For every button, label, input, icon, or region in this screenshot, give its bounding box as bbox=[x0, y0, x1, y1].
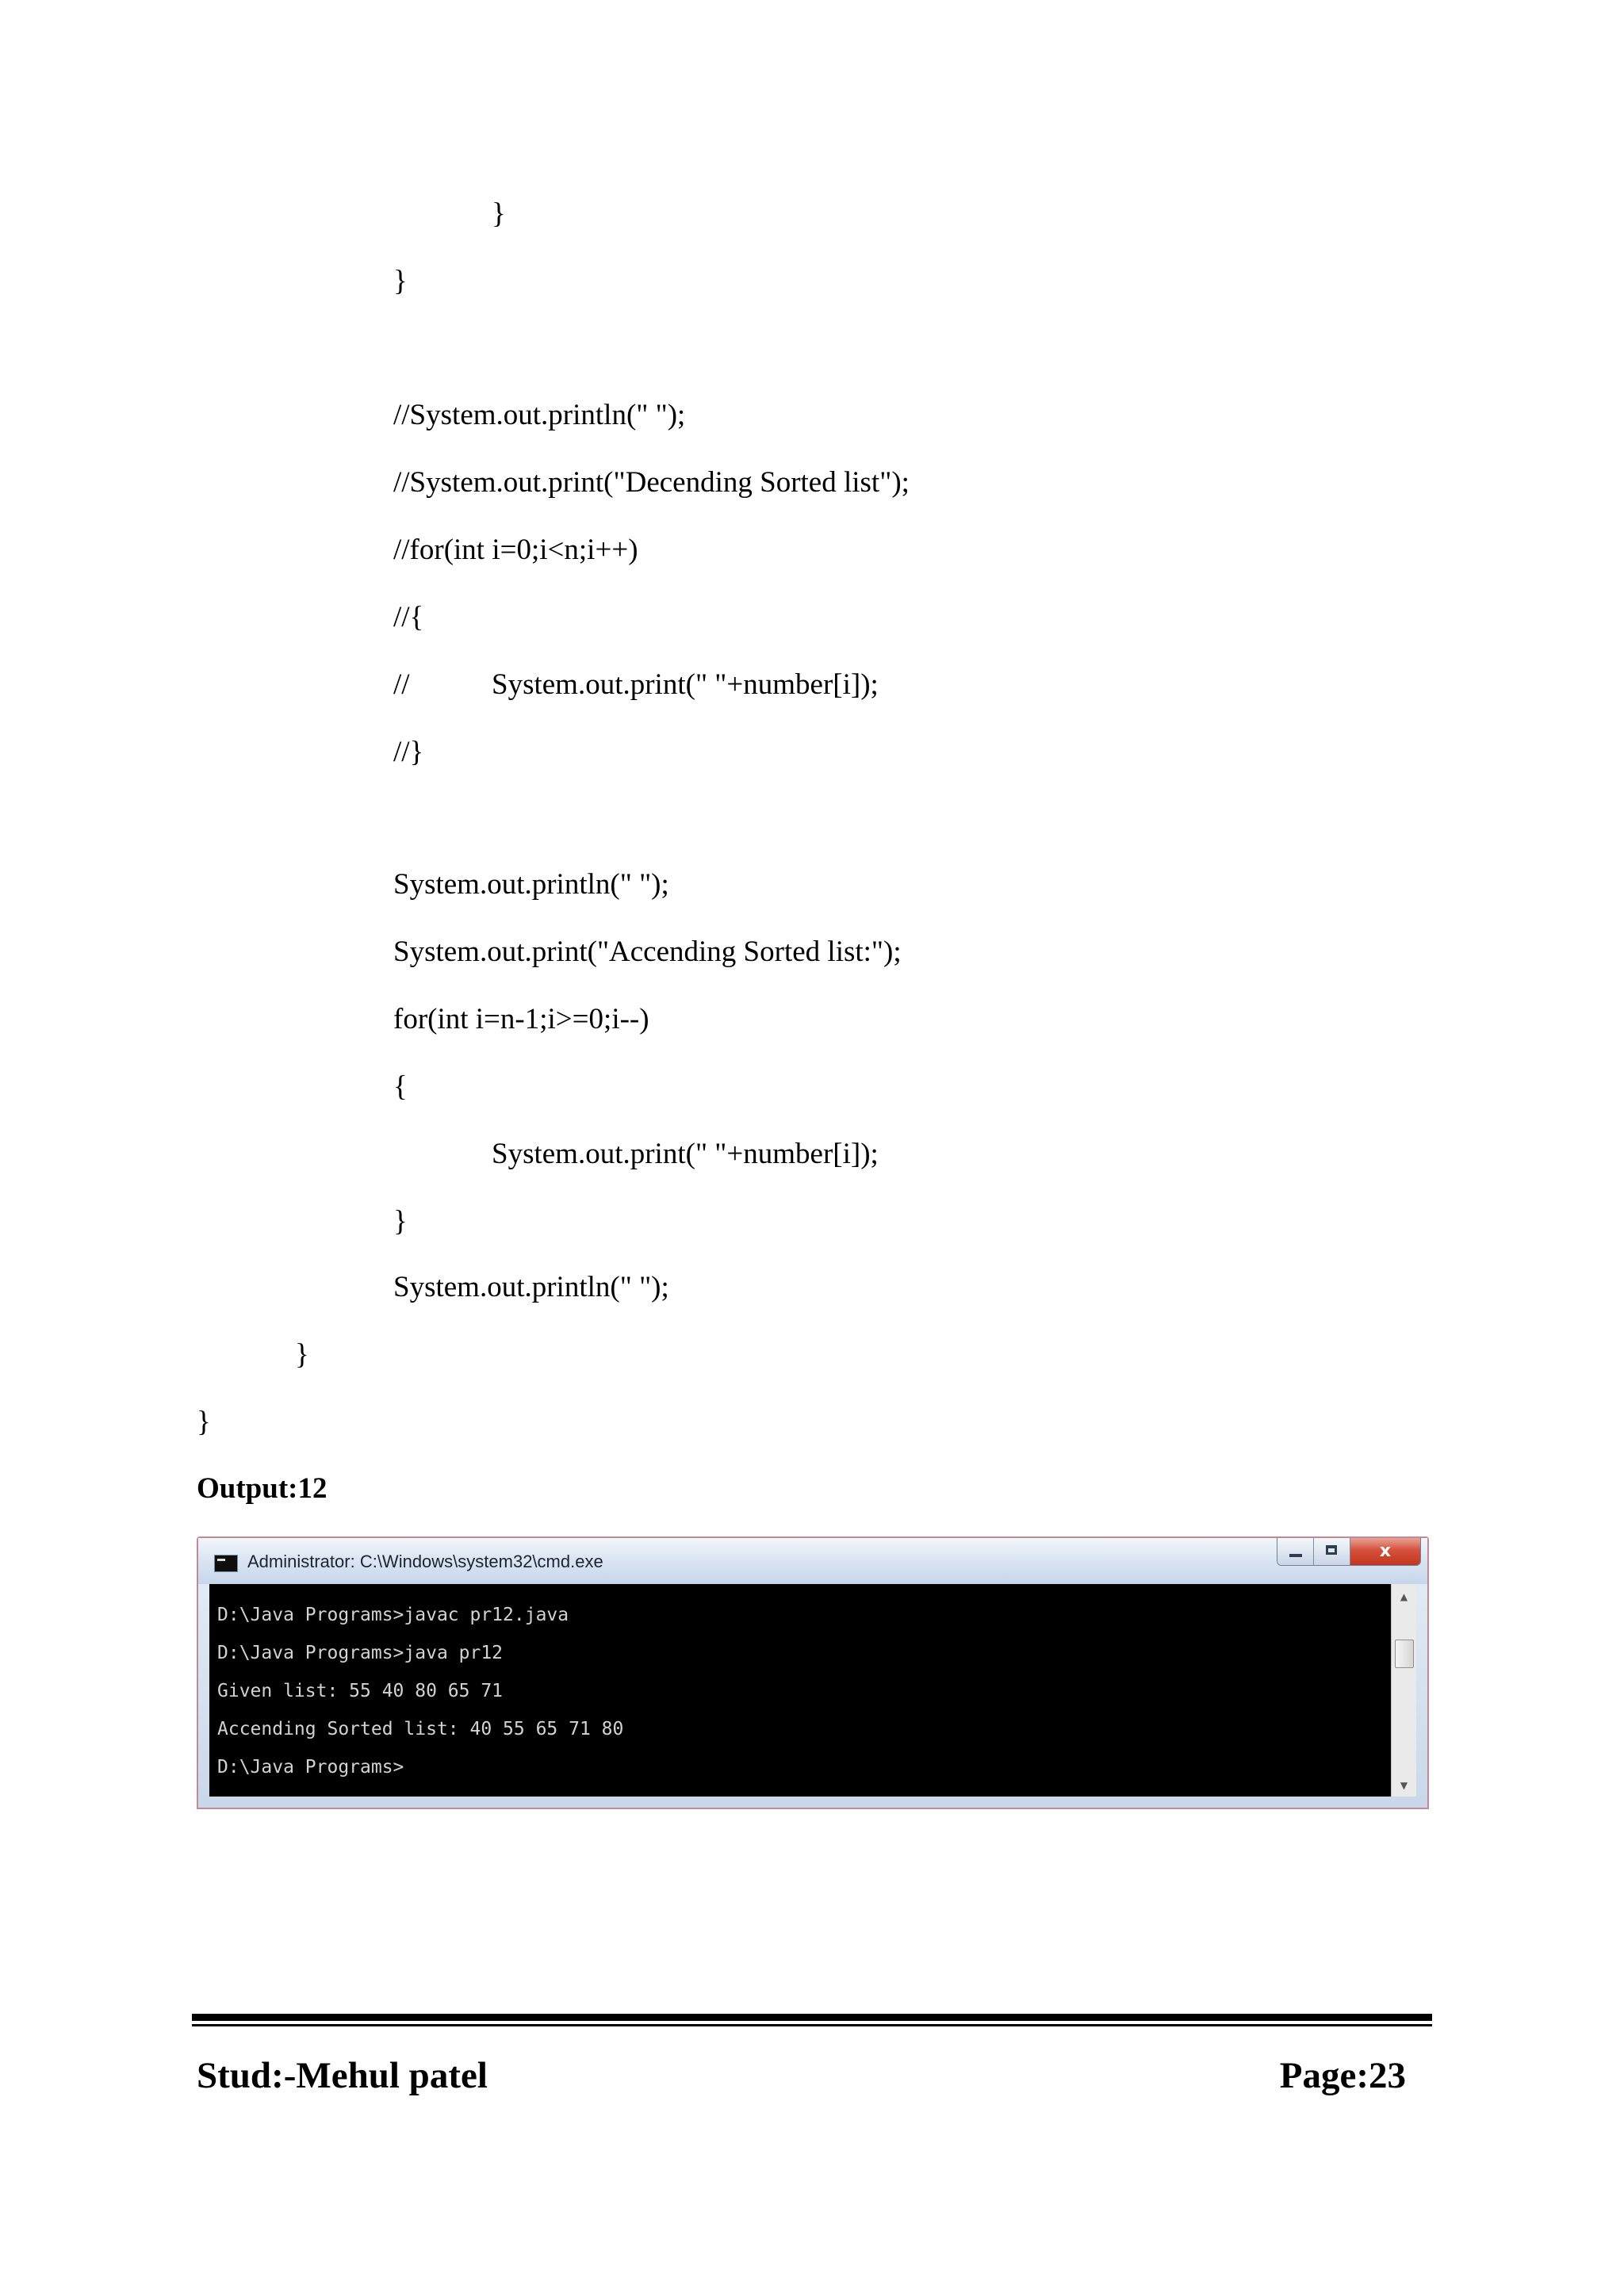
code-line: { bbox=[393, 1070, 408, 1103]
output-heading: Output:12 bbox=[197, 1472, 327, 1505]
terminal-line: Given list: 55 40 80 65 71 bbox=[217, 1681, 504, 1701]
code-line: for(int i=n-1;i>=0;i--) bbox=[393, 1003, 649, 1035]
minimize-button[interactable] bbox=[1277, 1538, 1314, 1565]
minimize-icon bbox=[1289, 1554, 1302, 1557]
maximize-icon bbox=[1326, 1545, 1337, 1555]
terminal-line: D:\Java Programs>javac pr12.java bbox=[217, 1605, 569, 1625]
footer-rule bbox=[192, 2024, 1432, 2026]
close-button[interactable] bbox=[1350, 1538, 1420, 1565]
terminal-line: Accending Sorted list: 40 55 65 71 80 bbox=[217, 1719, 624, 1739]
code-line: } bbox=[393, 1205, 408, 1238]
scroll-up-icon[interactable]: ▲ bbox=[1400, 1591, 1408, 1602]
code-line: System.out.print(" "+number[i]); bbox=[492, 1138, 879, 1170]
code-line: //System.out.println(" "); bbox=[393, 399, 686, 431]
vertical-scrollbar[interactable] bbox=[1391, 1584, 1416, 1797]
code-line: } bbox=[393, 265, 408, 297]
code-line: } bbox=[295, 1338, 309, 1371]
maximize-button[interactable] bbox=[1314, 1538, 1350, 1565]
footer-page-number: Page:23 bbox=[1279, 2055, 1406, 2096]
code-line: //System.out.print("Decending Sorted list"); bbox=[393, 466, 910, 499]
window-controls bbox=[1277, 1538, 1421, 1566]
console-titlebar bbox=[198, 1538, 1427, 1584]
footer-student-name: Stud:-Mehul patel bbox=[197, 2055, 488, 2096]
terminal-line: D:\Java Programs> bbox=[217, 1757, 404, 1777]
code-line: //} bbox=[393, 736, 424, 768]
code-line: // bbox=[393, 668, 410, 701]
close-icon: x bbox=[1379, 1541, 1392, 1561]
scroll-thumb[interactable] bbox=[1395, 1640, 1414, 1668]
footer-rule bbox=[192, 2014, 1432, 2021]
console-title: Administrator: C:\Windows\system32\cmd.exe bbox=[247, 1552, 603, 1571]
code-line: //for(int i=0;i<n;i++) bbox=[393, 534, 638, 566]
cmd-icon bbox=[214, 1555, 238, 1572]
terminal-line: D:\Java Programs>java pr12 bbox=[217, 1643, 504, 1663]
code-line: } bbox=[492, 197, 506, 230]
code-line: System.out.println(" "); bbox=[393, 868, 669, 901]
scroll-down-icon[interactable]: ▼ bbox=[1400, 1780, 1408, 1791]
code-line: System.out.print(" "+number[i]); bbox=[492, 668, 879, 701]
code-line: System.out.println(" "); bbox=[393, 1271, 669, 1303]
console-window-screenshot bbox=[197, 1536, 1429, 1809]
code-line: System.out.print("Accending Sorted list:"); bbox=[393, 936, 902, 968]
code-line: } bbox=[197, 1406, 211, 1438]
code-line: //{ bbox=[393, 601, 424, 633]
terminal-output bbox=[209, 1584, 1391, 1797]
